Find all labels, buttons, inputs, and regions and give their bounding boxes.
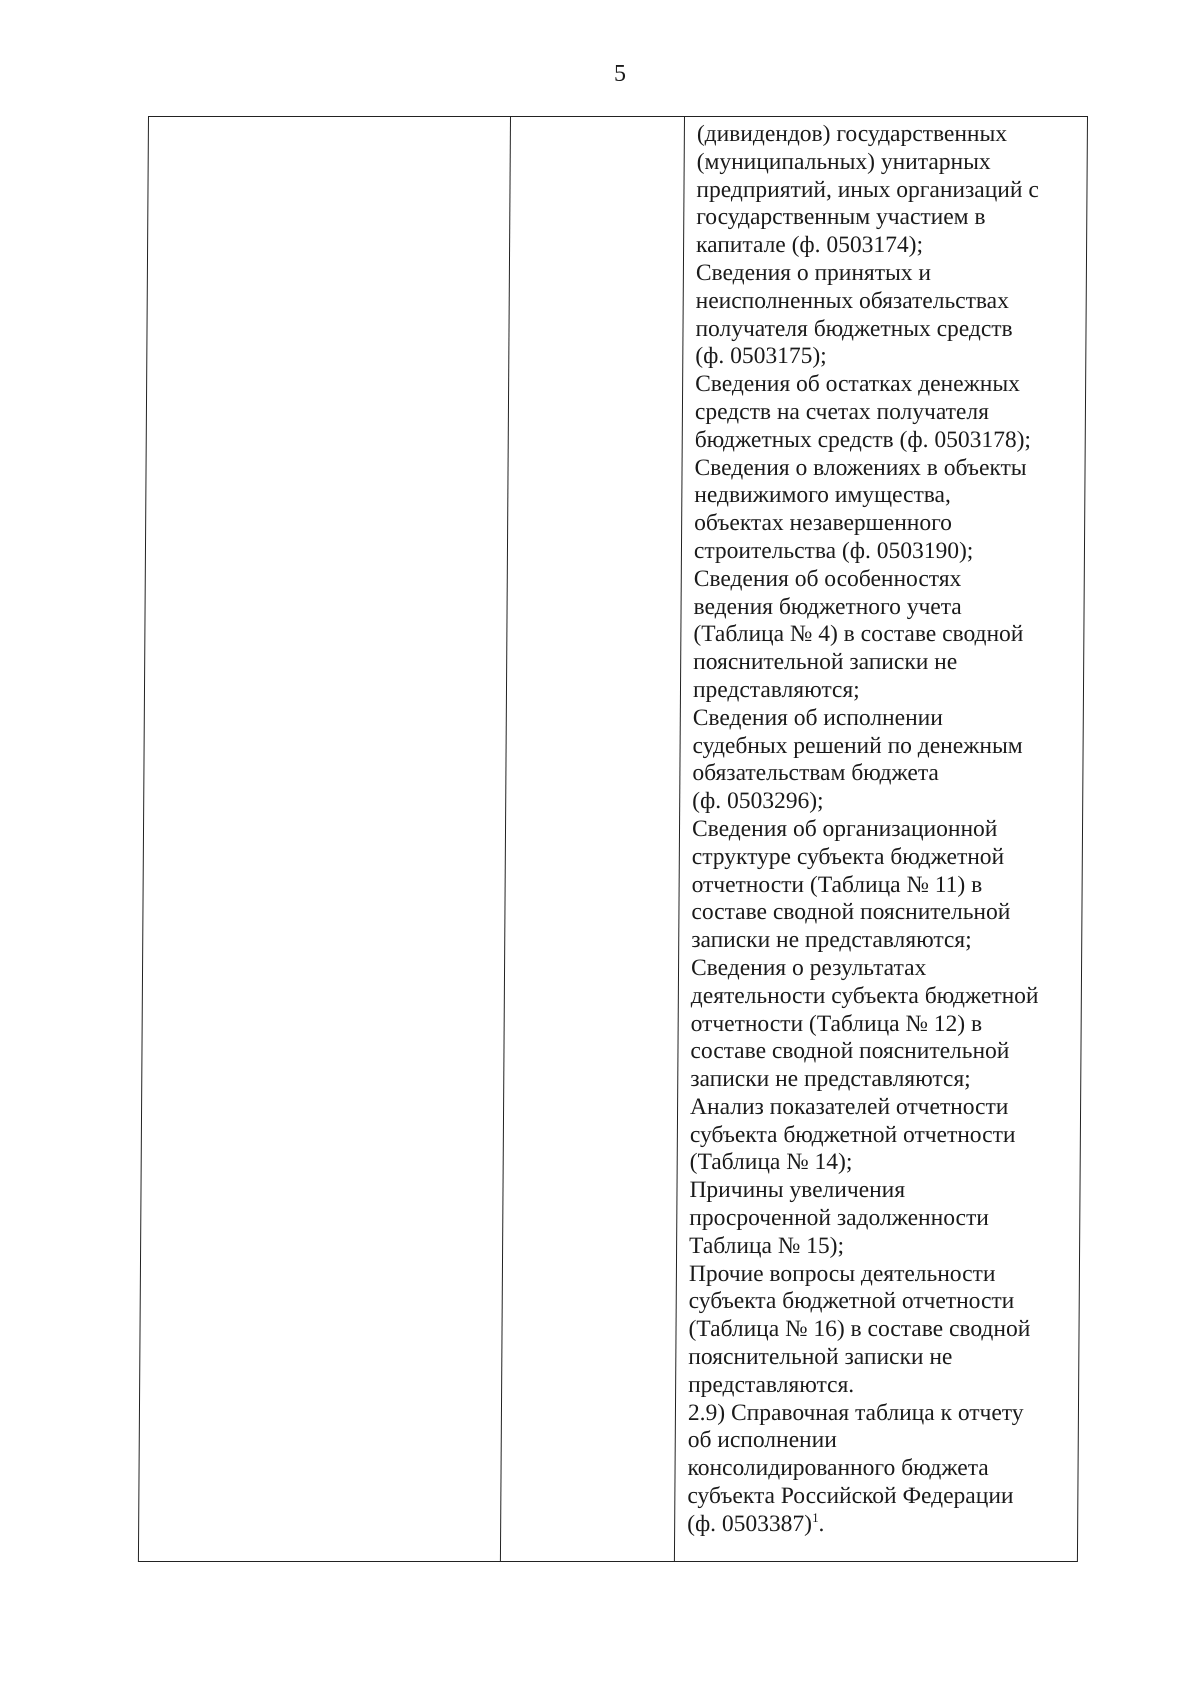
table-column-1: [139, 117, 511, 1561]
table-cell-last-line: [687, 1511, 1073, 1539]
footnote-marker: 1: [812, 1510, 819, 1526]
document-table: [138, 116, 1088, 1562]
text-line: консолидированного бюджета: [687, 1455, 989, 1482]
table-column-3: [675, 117, 1087, 1561]
form-code-text: (ф. 0503387): [687, 1510, 813, 1537]
text-line: отчетности (Таблица № 12) в: [690, 1010, 983, 1037]
text-line: (муниципальных) унитарных: [696, 148, 991, 175]
text-line: Сведения об остатках денежных: [695, 371, 1021, 398]
text-line: составе сводной пояснительной: [691, 899, 1011, 926]
text-line: строительства (ф. 0503190);: [693, 537, 974, 564]
text-line: (Таблица № 14);: [689, 1149, 853, 1176]
text-line: составе сводной пояснительной: [690, 1038, 1010, 1065]
text-line: Сведения о результатах: [690, 954, 927, 981]
text-line: представляются;: [692, 676, 860, 703]
text-line: 2.9) Справочная таблица к отчету: [687, 1399, 1024, 1426]
text-line: субъекта Российской Федерации: [687, 1483, 1014, 1510]
text-line: объектах незавершенного: [694, 510, 953, 537]
text-line: просроченной задолженности: [689, 1205, 989, 1232]
text-line: государственным участием в: [696, 204, 986, 231]
text-line: записки не представляются;: [691, 927, 972, 954]
text-line: (ф. 0503296);: [692, 788, 824, 815]
table-cell-text: [687, 121, 1083, 1511]
text-line: Сведения о принятых и: [695, 259, 932, 286]
text-line: (Таблица № 16) в составе сводной: [688, 1316, 1031, 1343]
text-line: представляются.: [688, 1371, 855, 1398]
text-line: Причины увеличения: [689, 1177, 906, 1204]
text-line: средств на счетах получателя: [694, 398, 990, 425]
text-line: судебных решений по денежным: [692, 732, 1023, 759]
text-line: (Таблица № 4) в составе сводной: [693, 621, 1024, 648]
text-line: получателя бюджетных средств: [695, 315, 1013, 342]
text-line: отчетности (Таблица № 11) в: [691, 871, 983, 898]
text-line: структуре субъекта бюджетной: [691, 843, 1005, 870]
table-column-2: [501, 117, 685, 1561]
text-line: недвижимого имущества,: [694, 482, 951, 509]
text-line: ведения бюджетного учета: [693, 593, 962, 620]
text-line: Сведения об исполнении: [692, 704, 943, 731]
text-line: Сведения об особенностях: [693, 565, 962, 592]
text-line: предприятий, иных организаций с: [696, 176, 1039, 203]
text-line: субъекта бюджетной отчетности: [689, 1121, 1016, 1148]
text-line: записки не представляются;: [690, 1066, 971, 1093]
text-line: (дивидендов) государственных: [696, 121, 1008, 147]
text-line: Анализ показателей отчетности: [689, 1093, 1009, 1120]
text-line: Прочие вопросы деятельности: [688, 1260, 996, 1287]
line-end-punctuation: .: [818, 1510, 825, 1537]
text-line: бюджетных средств (ф. 0503178);: [694, 426, 1032, 453]
text-line: (ф. 0503175);: [695, 343, 827, 370]
text-line: Сведения о вложениях в объекты: [694, 454, 1027, 481]
text-line: обязательствам бюджета: [692, 760, 939, 787]
text-line: пояснительной записки не: [693, 649, 958, 676]
text-line: неисполненных обязательствах: [695, 287, 1009, 314]
text-line: капитале (ф. 0503174);: [696, 232, 924, 259]
text-line: деятельности субъекта бюджетной: [690, 982, 1039, 1009]
page-number: 5: [614, 61, 626, 87]
text-line: пояснительной записки не: [688, 1344, 953, 1371]
text-line: Таблица № 15);: [689, 1232, 845, 1259]
text-line: об исполнении: [687, 1427, 837, 1454]
text-line: Сведения об организационной: [691, 815, 998, 842]
text-line: субъекта бюджетной отчетности: [688, 1288, 1015, 1315]
